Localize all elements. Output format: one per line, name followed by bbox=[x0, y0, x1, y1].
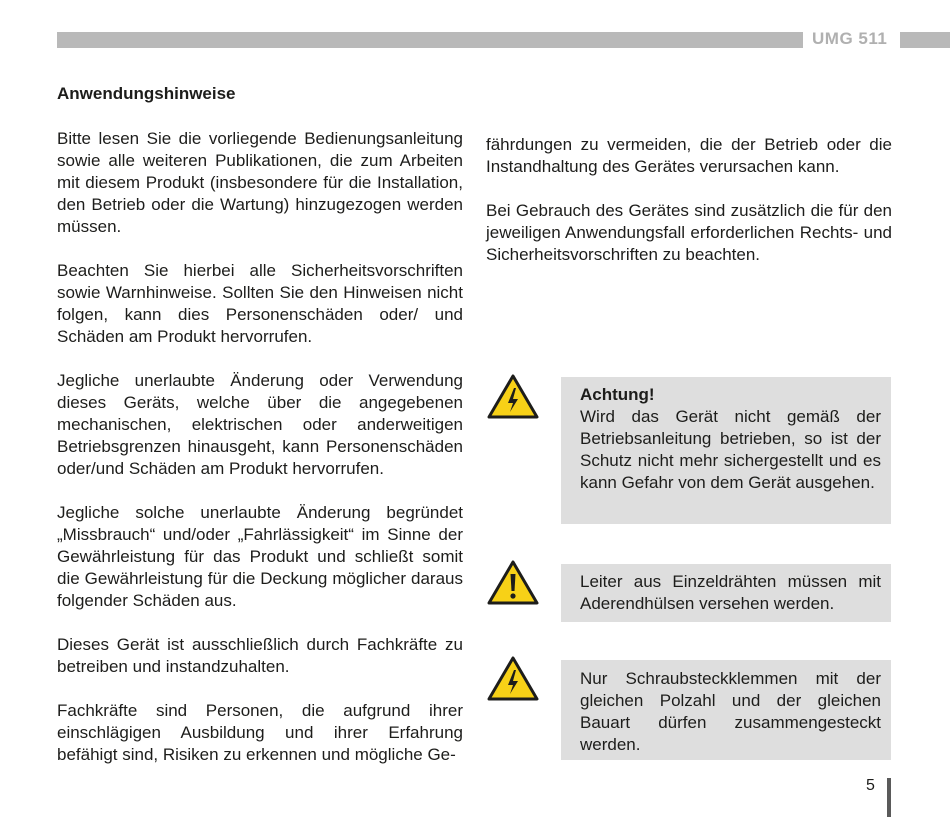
paragraph: Jegliche solche unerlaubte Änderung begründet „Missbrauch“ und/oder „Fahrlässigkeit“ im Sinne der Gewährleistung für das Produkt und schließt somit die Gewährleistung für die Deckung möglicher daraus folgender Schäden aus. bbox=[57, 503, 463, 610]
left-column bbox=[57, 128, 463, 788]
paragraph: Bitte lesen Sie die vorliegende Bedienungsanleitung sowie alle weiteren Publikationen, die zum Arbeiten mit diesem Produkt (insbesondere für die Installation, den Betrieb oder die Wartung) hinzugezogen werden müssen. bbox=[57, 129, 463, 236]
right-column bbox=[486, 134, 892, 288]
paragraph: Fachkräfte sind Personen, die aufgrund ihrer einschlägigen Ausbildung und ihrer Erfahrung befähigt sind, Risiken zu erkennen und mögliche Ge- bbox=[57, 701, 463, 764]
notice-box-wires bbox=[561, 564, 891, 622]
notice-text: Leiter aus Einzeldrähten müssen mit Aderendhülsen versehen werden. bbox=[580, 572, 881, 613]
electric-hazard-icon bbox=[487, 374, 539, 420]
paragraph: fährdungen zu vermeiden, die der Betrieb oder die Instandhaltung des Gerätes verursachen kann. bbox=[486, 135, 892, 176]
notice-text: Nur Schraubsteckklemmen mit der gleichen Polzahl und der gleichen Bauart dürfen zusammengesteckt werden. bbox=[580, 669, 881, 754]
header-bar-right bbox=[900, 32, 950, 48]
page-number: 5 bbox=[866, 777, 875, 794]
warning-exclamation-icon bbox=[487, 560, 539, 606]
paragraph: Jegliche unerlaubte Änderung oder Verwendung dieses Geräts, welche über die angegebenen mechanischen, elektrischen oder anderweitigen Betriebsgrenzen hinausgeht, kann Personenschäden oder/und Schäden am Produkt hervorrufen. bbox=[57, 371, 463, 478]
notice-box-terminals bbox=[561, 660, 891, 760]
paragraph: Bei Gebrauch des Gerätes sind zusätzlich die für den jeweiligen Anwendungsfall erforderlichen Rechts- und Sicherheitsvorschriften zu beachten. bbox=[486, 201, 892, 264]
section-heading: Anwendungshinweise bbox=[57, 84, 236, 103]
notice-title: Achtung! bbox=[580, 385, 655, 404]
page-number-bar bbox=[887, 778, 891, 817]
paragraph: Dieses Gerät ist ausschließlich durch Fachkräfte zu betreiben und instandzuhalten. bbox=[57, 635, 463, 676]
paragraph: Beachten Sie hierbei alle Sicherheitsvorschriften sowie Warnhinweise. Sollten Sie den Hinweisen nicht folgen, kann dies Personenschäden oder/ und Schäden am Produkt hervorrufen. bbox=[57, 261, 463, 346]
product-name: UMG 511 bbox=[812, 29, 888, 48]
electric-hazard-icon bbox=[487, 656, 539, 702]
notice-box-attention bbox=[561, 377, 891, 524]
notice-text: Wird das Gerät nicht gemäß der Betriebsanleitung betrieben, so ist der Schutz nicht mehr sichergestellt und es kann Gefahr von dem Gerät ausgehen. bbox=[580, 407, 881, 492]
header-bar-left bbox=[57, 32, 803, 48]
